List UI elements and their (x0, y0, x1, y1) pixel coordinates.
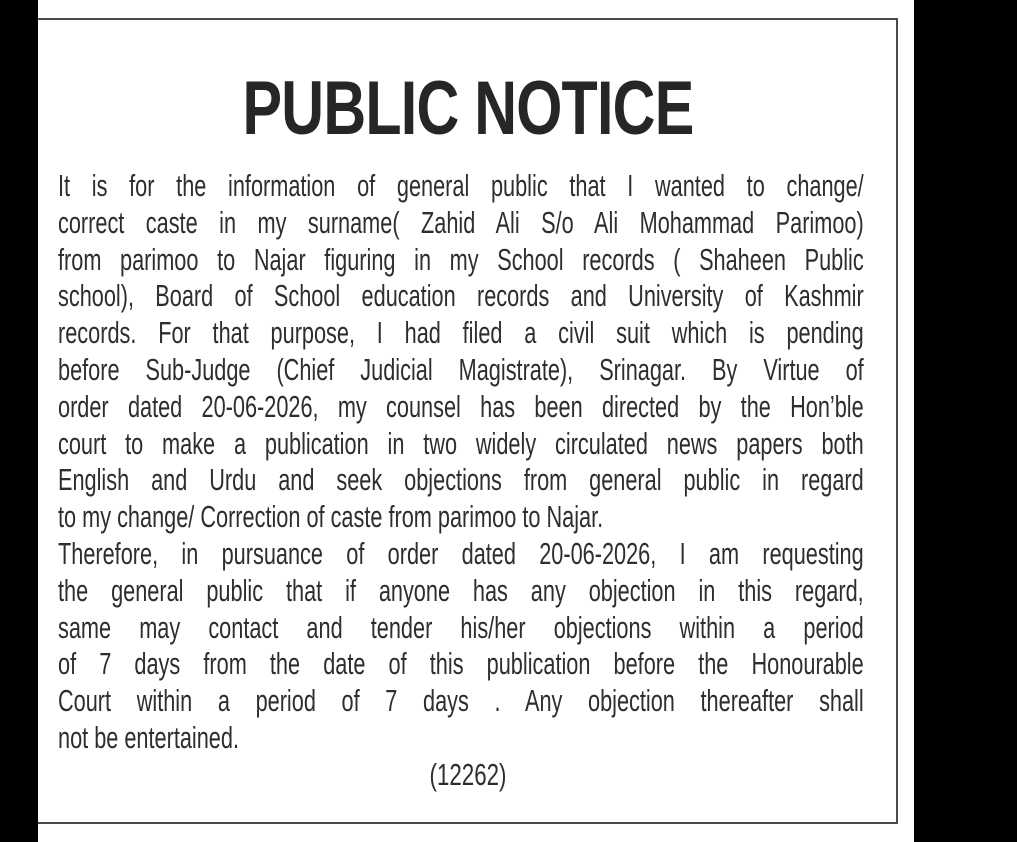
notice-line: Court within a period of 7 days . Any objection thereafter shall (58, 683, 864, 719)
notice-body (58, 168, 864, 757)
notice-line: same may contact and tender his/her objections within a period (58, 609, 864, 645)
notice-line: not be entertained. (58, 719, 239, 755)
notice-reference-number: (12262) (429, 757, 507, 792)
notice-line: English and Urdu and seek objections from general public in regard (58, 462, 864, 498)
notice-line: records. For that purpose, I had filed a civil suit which is pending (58, 315, 864, 351)
notice-line: from parimoo to Najar figuring in my School records ( Shaheen Public (58, 241, 864, 277)
notice-line: to my change/ Correction of caste from parimoo to Najar. (58, 499, 604, 535)
right-black-margin (914, 0, 1017, 842)
notice-line: of 7 days from the date of this publication before the Honourable (58, 646, 864, 682)
notice-title: PUBLIC NOTICE (242, 66, 694, 151)
notice-line: It is for the information of general public that I wanted to change/ (58, 168, 864, 203)
notice-line: Therefore, in pursuance of order dated 20-06-2026, I am requesting (58, 535, 864, 571)
notice-line: correct caste in my surname( Zahid Ali S/o Ali Mohammad Parimoo) (58, 204, 864, 240)
notice-line: before Sub-Judge (Chief Judicial Magistrate), Srinagar. By Virtue of (58, 351, 864, 387)
notice-line: court to make a publication in two widely circulated news papers both (58, 425, 864, 461)
notice-line: the general public that if anyone has any objection in this regard, (58, 572, 864, 608)
notice-line: school), Board of School education records and University of Kashmir (58, 278, 864, 314)
left-black-margin (0, 0, 38, 842)
notice-line: order dated 20-06-2026, my counsel has been directed by the Hon’ble (58, 388, 864, 424)
public-notice-box (38, 18, 898, 824)
